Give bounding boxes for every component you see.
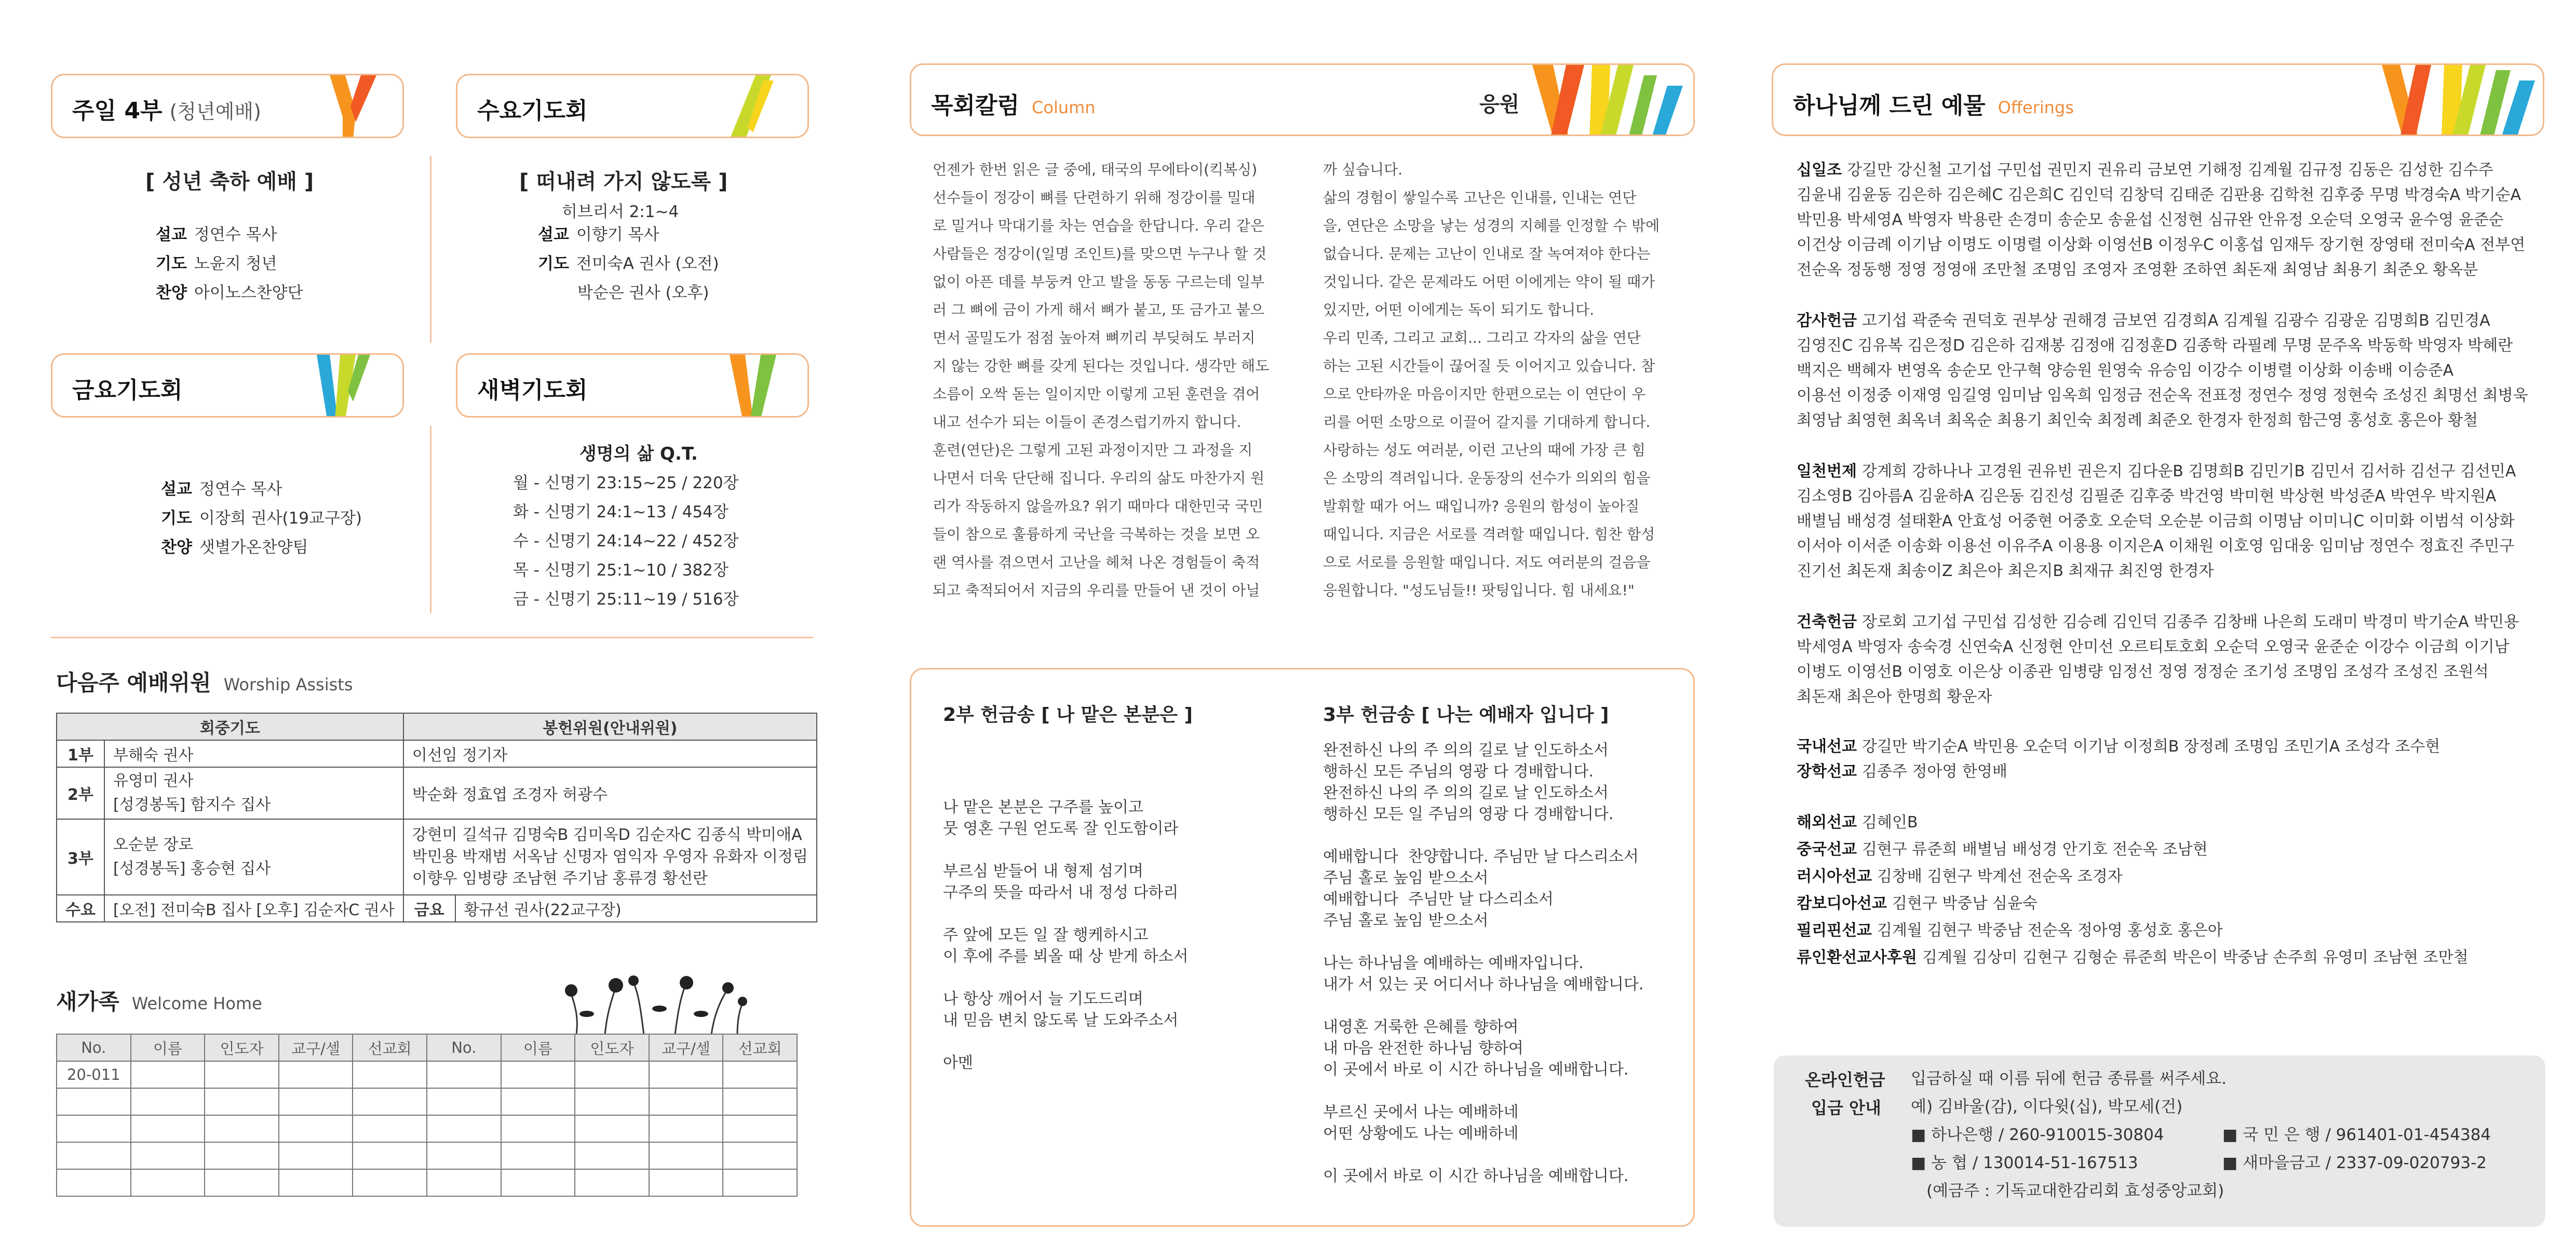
offerings-building: 건축헌금 장로회 고기섭 구민섭 김성한 김승례 김인덕 김종주 김창배 나은희 도래미 박경미 박기순A 박민용 박세영A 박영자 송숙경 신연숙A 신정현 안미선 오르티토호회 오순덕 오영국 윤준순 이강수 이금희 이기남 이병도 이영선B 이영호 이은상 이종관 임병량 임정선 정영 정정순 조기성 조명임 조성각 조성진 조원석 최돈재 최은아 한명희 황운자 bbox=[1797, 613, 2519, 706]
sunday4-title: 주일 4부 (청년예배) bbox=[72, 98, 261, 124]
column-title: 목회칼럼 Column bbox=[931, 92, 1096, 119]
offerings-weekly: 일천번제 강계희 강하나나 고경원 권유빈 권은지 김다운B 김명희B 김민기B 김민서 김서하 김선구 김선민A 김소영B 김아름A 김윤하A 김은동 김진성 김필준 김후중 박건영 박미현 박상현 박성준A 박연우 박지원A 배별님 배성경 설태환A 안효성 어중현 어중호 오순덕 오순분 이금희 이명남 이미니C 이미화 이범석 이상화 이서아 이서준 이송화 이용선 이유주A 이용용 이지은A 이채원 이호영 임대웅 임미남 정연수 정효진 주민구 진기선 최돈재 최송이Z 최은아 최은지B 최재규 최진영 한경자 bbox=[1797, 462, 2516, 580]
brand-stripe-icon bbox=[314, 355, 371, 418]
hymn2-lyrics: 나 맡은 본분은 구주를 높이고 뭇 영혼 구원 얻도록 잘 인도함이라 부르심 받들어 내 형제 섬기며 구주의 뜻을 따라서 내 정성 다하리 주 앞에 모든 일 잘 행케하시고 이 후에 주를 뵈올 때 상 받게 하소서 나 항상 깨어서 늘 기도드리며 내 믿음 변치 않도록 날 도와주소서 아멘 bbox=[943, 798, 1189, 1072]
hymn3-title: 3부 헌금송 [ 나는 예배자 입니다 ] bbox=[1323, 704, 1609, 726]
friday-title: 금요기도회 bbox=[72, 377, 183, 404]
offerings-thanks: 감사헌금 고기섭 곽준숙 권덕호 권부상 권해경 금보연 김경희A 김계월 김광수 김광운 김명희B 김민경A 김영진C 김유복 김은정D 김은하 김재봉 김정애 김정훈D 김종학 라필례 무명 문주옥 박동학 박영자 박혜란 백지은 백혜자 변영옥 송순모 안구혁 양승원 원영숙 유승임 이강수 이병렬 이상화 이송배 이승준A 이용선 이정중 이재영 임길영 임미남 임옥희 임정금 전순옥 전표정 정연수 정영 정현숙 조성진 최명선 최병욱 최영남 최영현 최옥녀 최옥순 최용기 최인숙 최정례 최준오 한경자 한정희 함근영 홍성호 홍은아 황철 bbox=[1797, 312, 2528, 430]
sunday4-list: 설교 정연수 목사 기도 노윤지 청년 찬양 아이노스찬양단 bbox=[156, 225, 303, 302]
newfamily-table: No. 이름 인도자 교구/셀 선교회 No. 이름 인도자 교구/셀 선교회 20-011 bbox=[56, 1034, 798, 1197]
online-details: 입금하실 때 이름 뒤에 헌금 종류를 써주세요. 예) 김바울(감), 이다윗(십), 박모세(건) ■ 하나은행 / 260-910015-30804 ■ 국 민 은 행 / 961401-01-454384 ■ 농 협 / 130014-51-167513 ■ 새마을금고 / 2337-09-020793-2 (예금주 : 기독교대한감리회 효성중앙교회) bbox=[1911, 1069, 2491, 1200]
wednesday-list: 설교 이향기 목사 기도 전미숙A 권사 (오전) 박순은 권사 (오후) bbox=[538, 225, 719, 302]
divider bbox=[430, 156, 431, 343]
brand-stripe-icon bbox=[1527, 65, 1693, 136]
hymn2-title: 2부 헌금송 [ 나 맡은 본분은 ] bbox=[943, 704, 1193, 726]
offerings-missions-domestic: 국내선교 강길만 박기순A 박민용 오순덕 이기남 이정희B 장정례 조명임 조민기A 조성각 조수현 장학선교 김종주 정아영 한영배 bbox=[1797, 738, 2440, 781]
column-badge: 응원 bbox=[1479, 92, 1520, 116]
assists-table: 회중기도 봉헌위원(안내위원) 1부 부해숙 권사 이선임 정기자 2부 유영미 권사 [성경봉독] 함지수 집사 박순화 정효엽 조경자 허광수 3부 오순분 장로 [성경봉독] 홍승현 집사 강현미 길석규 김명숙B 김미옥D 김순자C 김종식 박미애A 박민용 박재범 서옥남 신명자 염익자 우영자 유화자 이정림 이향우 임병량 조남현 주기남 홍류경 황선란 수요 [오전] 전미숙B 집사 [오후] 김순자C 권사 금요 황규선 권사(22교구장) bbox=[56, 713, 817, 922]
dawn-qt-list: 월 - 신명기 23:15~25 / 220장 화 - 신명기 24:1~13 / 454장 수 - 신명기 24:14~22 / 452장 목 - 신명기 25:1~10 / 382장 금 - 신명기 25:11~19 / 516장 bbox=[513, 474, 739, 609]
wednesday-header bbox=[456, 74, 809, 138]
offerings-missions-foreign: 해외선교 김혜인B 중국선교 김현구 류준희 배별님 배성경 안기호 전순옥 조남현 러시아선교 김창배 김현구 박계선 전순옥 조경자 캄보디아선교 김현구 박중남 심윤숙 필리핀선교 김계월 김현구 박중남 전순옥 정아영 홍성호 홍은아 류인환선교사후원 김계월 김상미 김현구 김형순 류준희 박은이 박중남 손주희 유영미 조남현 조만철 bbox=[1797, 813, 2469, 967]
offerings-tithe: 십일조 강길만 강신철 고기섭 구민섭 권민지 권유리 금보연 기해정 김계월 김규정 김동은 김성한 김수주 김윤내 김윤동 김은하 김은혜C 김은희C 김인덕 김창덕 김태준 김판용 김학천 김후중 무명 박경숙A 박기순A 박민용 박세영A 박영자 박용란 손경미 송순모 송윤섭 신정현 심규완 안유정 오순덕 오영국 윤수영 윤준순 이건상 이금례 이기남 이명도 이명렬 이상화 이영선B 이정우C 이홍섭 임재두 장기현 장영태 전미숙A 전부연 전순옥 정동행 정영 정영애 조만철 조명임 조영자 조영환 조하연 최돈재 최영남 최용기 최준오 황옥분 bbox=[1797, 161, 2526, 279]
divider bbox=[51, 637, 813, 638]
column-text-left: 언젠가 한번 읽은 글 중에, 태국의 무에타이(킥복싱) 선수들이 정강이 뼈를 단련하기 위해 정강이를 밀대 로 밀거나 막대기를 차는 연습을 한답니다. 우리 같은 사람들은 정강이(일명 조인트)를 맞으면 누구나 할 것 없이 아픈 데를 부둥켜 안고 발을 동동 구르는데 일부 러 그 뼈에 금이 가게 해서 뼈가 붙고, 또 금가고 붙으 면서 골밀도가 점점 높아져 뼈끼리 부딪혀도 부러지 지 않는 강한 뼈를 갖게 된다는 것입니다. 생각만 해도 소름이 오싹 돋는 일이지만 이렇게 고된 훈련을 겪어 내고 선수가 되는 이들이 존경스럽기까지 합니다. 훈련(연단)은 그렇게 고된 과정이지만 그 과정을 지 나면서 더욱 단단해 집니다. 우리의 삶도 마찬가지 원 리가 작동하지 않을까요? 위기 때마다 대한민국 국민 들이 참으로 훌륭하게 국난을 극복하는 것을 보면 오 랜 역사를 겪으면서 고난을 헤쳐 나온 경험들이 축적 되고 축적되어서 지금의 우리를 만들어 낸 것이 아닐 bbox=[933, 161, 1270, 599]
brand-stripe-icon bbox=[2371, 65, 2543, 136]
online-label: 온라인헌금 bbox=[1805, 1070, 1885, 1090]
brand-stripe-icon bbox=[325, 75, 387, 138]
wednesday-scripture: 히브리서 2:1~4 bbox=[562, 203, 679, 221]
column-text-right: 까 싶습니다. 삶의 경험이 쌓일수록 고난은 인내를, 인내는 연단 을, 연단은 소망을 낳는 성경의 지혜를 인정할 수 밖에 없습니다. 문제는 고난이 인내로 잘 녹여져야 한다는 것입니다. 같은 문제라도 어떤 이에게는 약이 될 때가 있지만, 어떤 이에게는 독이 되기도 합니다. 우리 민족, 그리고 교회... 그리고 각자의 삶을 연단 하는 고된 시간들이 끊어질 듯 이어지고 있습니다. 참 으로 안타까운 마음이지만 한편으로는 이 연단이 우 리를 어떤 소망으로 이끌어 갈지를 기대하게 합니다. 사랑하는 성도 여러분, 이런 고난의 때에 가장 큰 힘 은 소망의 격려입니다. 운동장의 선수가 의외의 힘을 발휘할 때가 어느 때입니까? 응원의 함성이 높아질 때입니다. 지금은 서로를 격려할 때입니다. 힘찬 함성 으로 서로를 응원할 때입니다. 저도 여러분의 걸음을 응원합니다. "성도님들!! 팟팅입니다. 힘 내세요!" bbox=[1323, 161, 1660, 599]
brand-stripe-icon bbox=[724, 355, 781, 418]
friday-list: 설교 정연수 목사 기도 이장희 권사(19교구장) 찬양 샛별가온찬양팀 bbox=[161, 480, 362, 557]
dawn-title: 새벽기도회 bbox=[477, 377, 588, 404]
brand-stripe-icon bbox=[724, 75, 776, 138]
sunday4-header bbox=[51, 74, 404, 138]
wednesday-heading: [ 떠내려 가지 않도록 ] bbox=[519, 170, 728, 194]
flowers-icon bbox=[556, 962, 753, 1035]
hymn3-lyrics: 완전하신 나의 주 의의 길로 날 인도하소서 행하신 모든 주님의 영광 다 경배합니다. 완전하신 나의 주 의의 길로 날 인도하소서 행하신 모든 일 주님의 영광 다 경배합니다. 예배합니다 찬양합니다. 주님만 날 다스리소서 주님 홀로 높임 받으소서 예배합니다 주님만 날 다스리소서 주님 홀로 높임 받으소서 나는 하나님을 예배하는 예배자입니다. 내가 서 있는 곳 어디서나 하나님을 예배합니다. 내영혼 거룩한 은혜를 향하여 내 마음 완전한 하나님 향하여 이 곳에서 바로 이 시간 하나님을 예배합니다. 부르신 곳에서 나는 예배하네 어떤 상황에도 나는 예배하네 이 곳에서 바로 이 시간 하나님을 예배합니다. bbox=[1323, 741, 1644, 1185]
online-label: 입금 안내 bbox=[1811, 1098, 1881, 1118]
friday-header bbox=[51, 353, 404, 418]
divider bbox=[430, 426, 431, 613]
dawn-header bbox=[456, 353, 809, 418]
dawn-qt-title: 생명의 삶 Q.T. bbox=[579, 444, 698, 464]
assists-title: 다음주 예배위원 Worship Assists bbox=[56, 670, 353, 695]
column-header bbox=[910, 63, 1695, 136]
offerings-title: 하나님께 드린 예물 Offerings bbox=[1793, 92, 2074, 119]
offerings-header bbox=[1772, 63, 2544, 136]
newfamily-title: 새가족 Welcome Home bbox=[56, 989, 262, 1014]
sunday4-heading: [ 성년 축하 예배 ] bbox=[145, 170, 314, 194]
wednesday-title: 수요기도회 bbox=[477, 98, 588, 124]
